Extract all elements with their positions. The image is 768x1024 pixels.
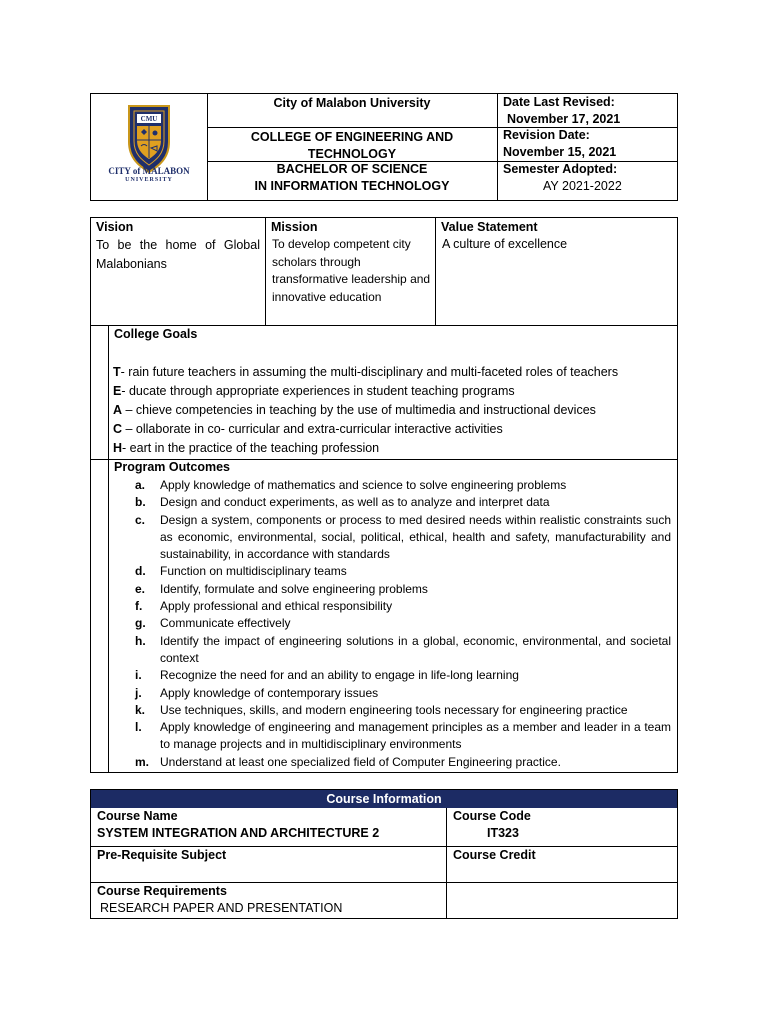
header-title-column bbox=[207, 94, 498, 200]
list-item: h. Identify the impact of engineering solutions in a global, economic, environmental, and societal context bbox=[135, 633, 671, 665]
vision-text: To be the home of Global Malabonians bbox=[96, 238, 260, 271]
logo-wordmark: CITY of MALABON bbox=[108, 166, 190, 176]
course-credit-cell bbox=[447, 847, 677, 883]
value-statement-cell bbox=[436, 218, 677, 326]
course-requirements-label: Course Requirements bbox=[97, 884, 227, 898]
list-item: C – ollaborate in co- curricular and extra-curricular interactive activities bbox=[113, 422, 503, 436]
list-item: a. Apply knowledge of mathematics and science to solve engineering problems bbox=[135, 478, 567, 492]
college-goals-title: College Goals bbox=[114, 327, 198, 341]
prerequisite-label: Pre-Requisite Subject bbox=[97, 848, 227, 862]
university-name: City of Malabon University bbox=[273, 96, 431, 110]
header-dates-column bbox=[497, 94, 677, 200]
course-requirements-value: RESEARCH PAPER AND PRESENTATION bbox=[100, 901, 343, 915]
header-table bbox=[90, 93, 678, 201]
list-item: k. Use techniques, skills, and modern engineering tools necessary for engineering practice bbox=[135, 702, 628, 717]
college-goals-section bbox=[91, 326, 677, 460]
program-outcomes-title: Program Outcomes bbox=[114, 460, 231, 474]
semester-adopted-label: Semester Adopted: bbox=[503, 162, 618, 176]
course-requirements-empty-cell bbox=[447, 883, 677, 918]
list-item: d. Function on multidisciplinary teams bbox=[135, 564, 347, 579]
program-outcomes-list bbox=[113, 477, 671, 771]
course-credit-label: Course Credit bbox=[453, 848, 536, 862]
list-item: T- rain future teachers in assuming the multi-disciplinary and multi-faceted roles of teachers bbox=[113, 365, 619, 379]
list-item: i. Recognize the need for and an ability to engage in life-long learning bbox=[135, 668, 519, 683]
list-item: c. Design a system, components or process to med desired needs within realistic constraints such as economic, environmental, social, political, ethical, health and safety, manufacturability and sustainability, in accordance with standards bbox=[135, 512, 671, 562]
course-name-value: SYSTEM INTEGRATION AND ARCHITECTURE 2 bbox=[97, 826, 380, 840]
course-requirements-cell bbox=[91, 883, 447, 918]
vmv-table bbox=[90, 217, 678, 773]
mission-label: Mission bbox=[271, 220, 318, 234]
course-code-value: IT323 bbox=[487, 826, 519, 840]
list-item: A – chieve competencies in teaching by the use of multimedia and instructional devices bbox=[113, 403, 596, 417]
logo-wordmark-sub: UNIVERSITY bbox=[125, 177, 173, 183]
course-name-cell bbox=[91, 808, 447, 847]
course-code-cell bbox=[447, 808, 677, 847]
value-statement-text: A culture of excellence bbox=[442, 237, 568, 251]
revision-date-label: Revision Date: bbox=[503, 128, 590, 142]
program-outcomes-section bbox=[91, 460, 677, 772]
course-code-label: Course Code bbox=[453, 809, 531, 823]
course-information-table bbox=[90, 789, 678, 919]
list-item: j. Apply knowledge of contemporary issues bbox=[135, 685, 379, 700]
list-item: f. Apply professional and ethical responsibility bbox=[135, 599, 393, 614]
prerequisite-cell bbox=[91, 847, 447, 883]
vision-label: Vision bbox=[96, 220, 134, 234]
program-line-2: IN INFORMATION TECHNOLOGY bbox=[254, 179, 450, 193]
mission-cell bbox=[266, 218, 436, 326]
list-item: g. Communicate effectively bbox=[135, 616, 291, 631]
course-name-label: Course Name bbox=[97, 809, 178, 823]
logo-cell bbox=[91, 94, 208, 200]
list-item: l. Apply knowledge of engineering and management principles as a member and leader in a team to manage projects and in multidisciplinary environments bbox=[135, 720, 671, 752]
list-item: E- ducate through appropriate experiences in student teaching programs bbox=[113, 384, 515, 398]
college-name: COLLEGE OF ENGINEERING AND TECHNOLOGY bbox=[250, 130, 454, 161]
date-last-revised-value: November 17, 2021 bbox=[507, 112, 621, 126]
mission-text: To develop competent city scholars through transformative leadership and innovative education bbox=[272, 237, 431, 304]
list-item: H- eart in the practice of the teaching profession bbox=[113, 441, 380, 455]
svg-text:CMU: CMU bbox=[140, 115, 158, 123]
list-item: e. Identify, formulate and solve engineering problems bbox=[135, 581, 428, 596]
date-last-revised-label: Date Last Revised: bbox=[503, 95, 615, 109]
value-statement-label: Value Statement bbox=[441, 220, 538, 234]
program-line-1: BACHELOR OF SCIENCE bbox=[276, 162, 428, 176]
list-item: m. Understand at least one specialized field of Computer Engineering practice. bbox=[135, 754, 561, 769]
list-item: b. Design and conduct experiments, as well as to analyze and interpret data bbox=[135, 495, 550, 510]
vision-cell bbox=[91, 218, 266, 326]
college-goals-list bbox=[113, 363, 675, 458]
course-information-title: Course Information bbox=[91, 790, 677, 808]
semester-adopted-value: AY 2021-2022 bbox=[543, 179, 622, 193]
revision-date-value: November 15, 2021 bbox=[503, 145, 617, 159]
